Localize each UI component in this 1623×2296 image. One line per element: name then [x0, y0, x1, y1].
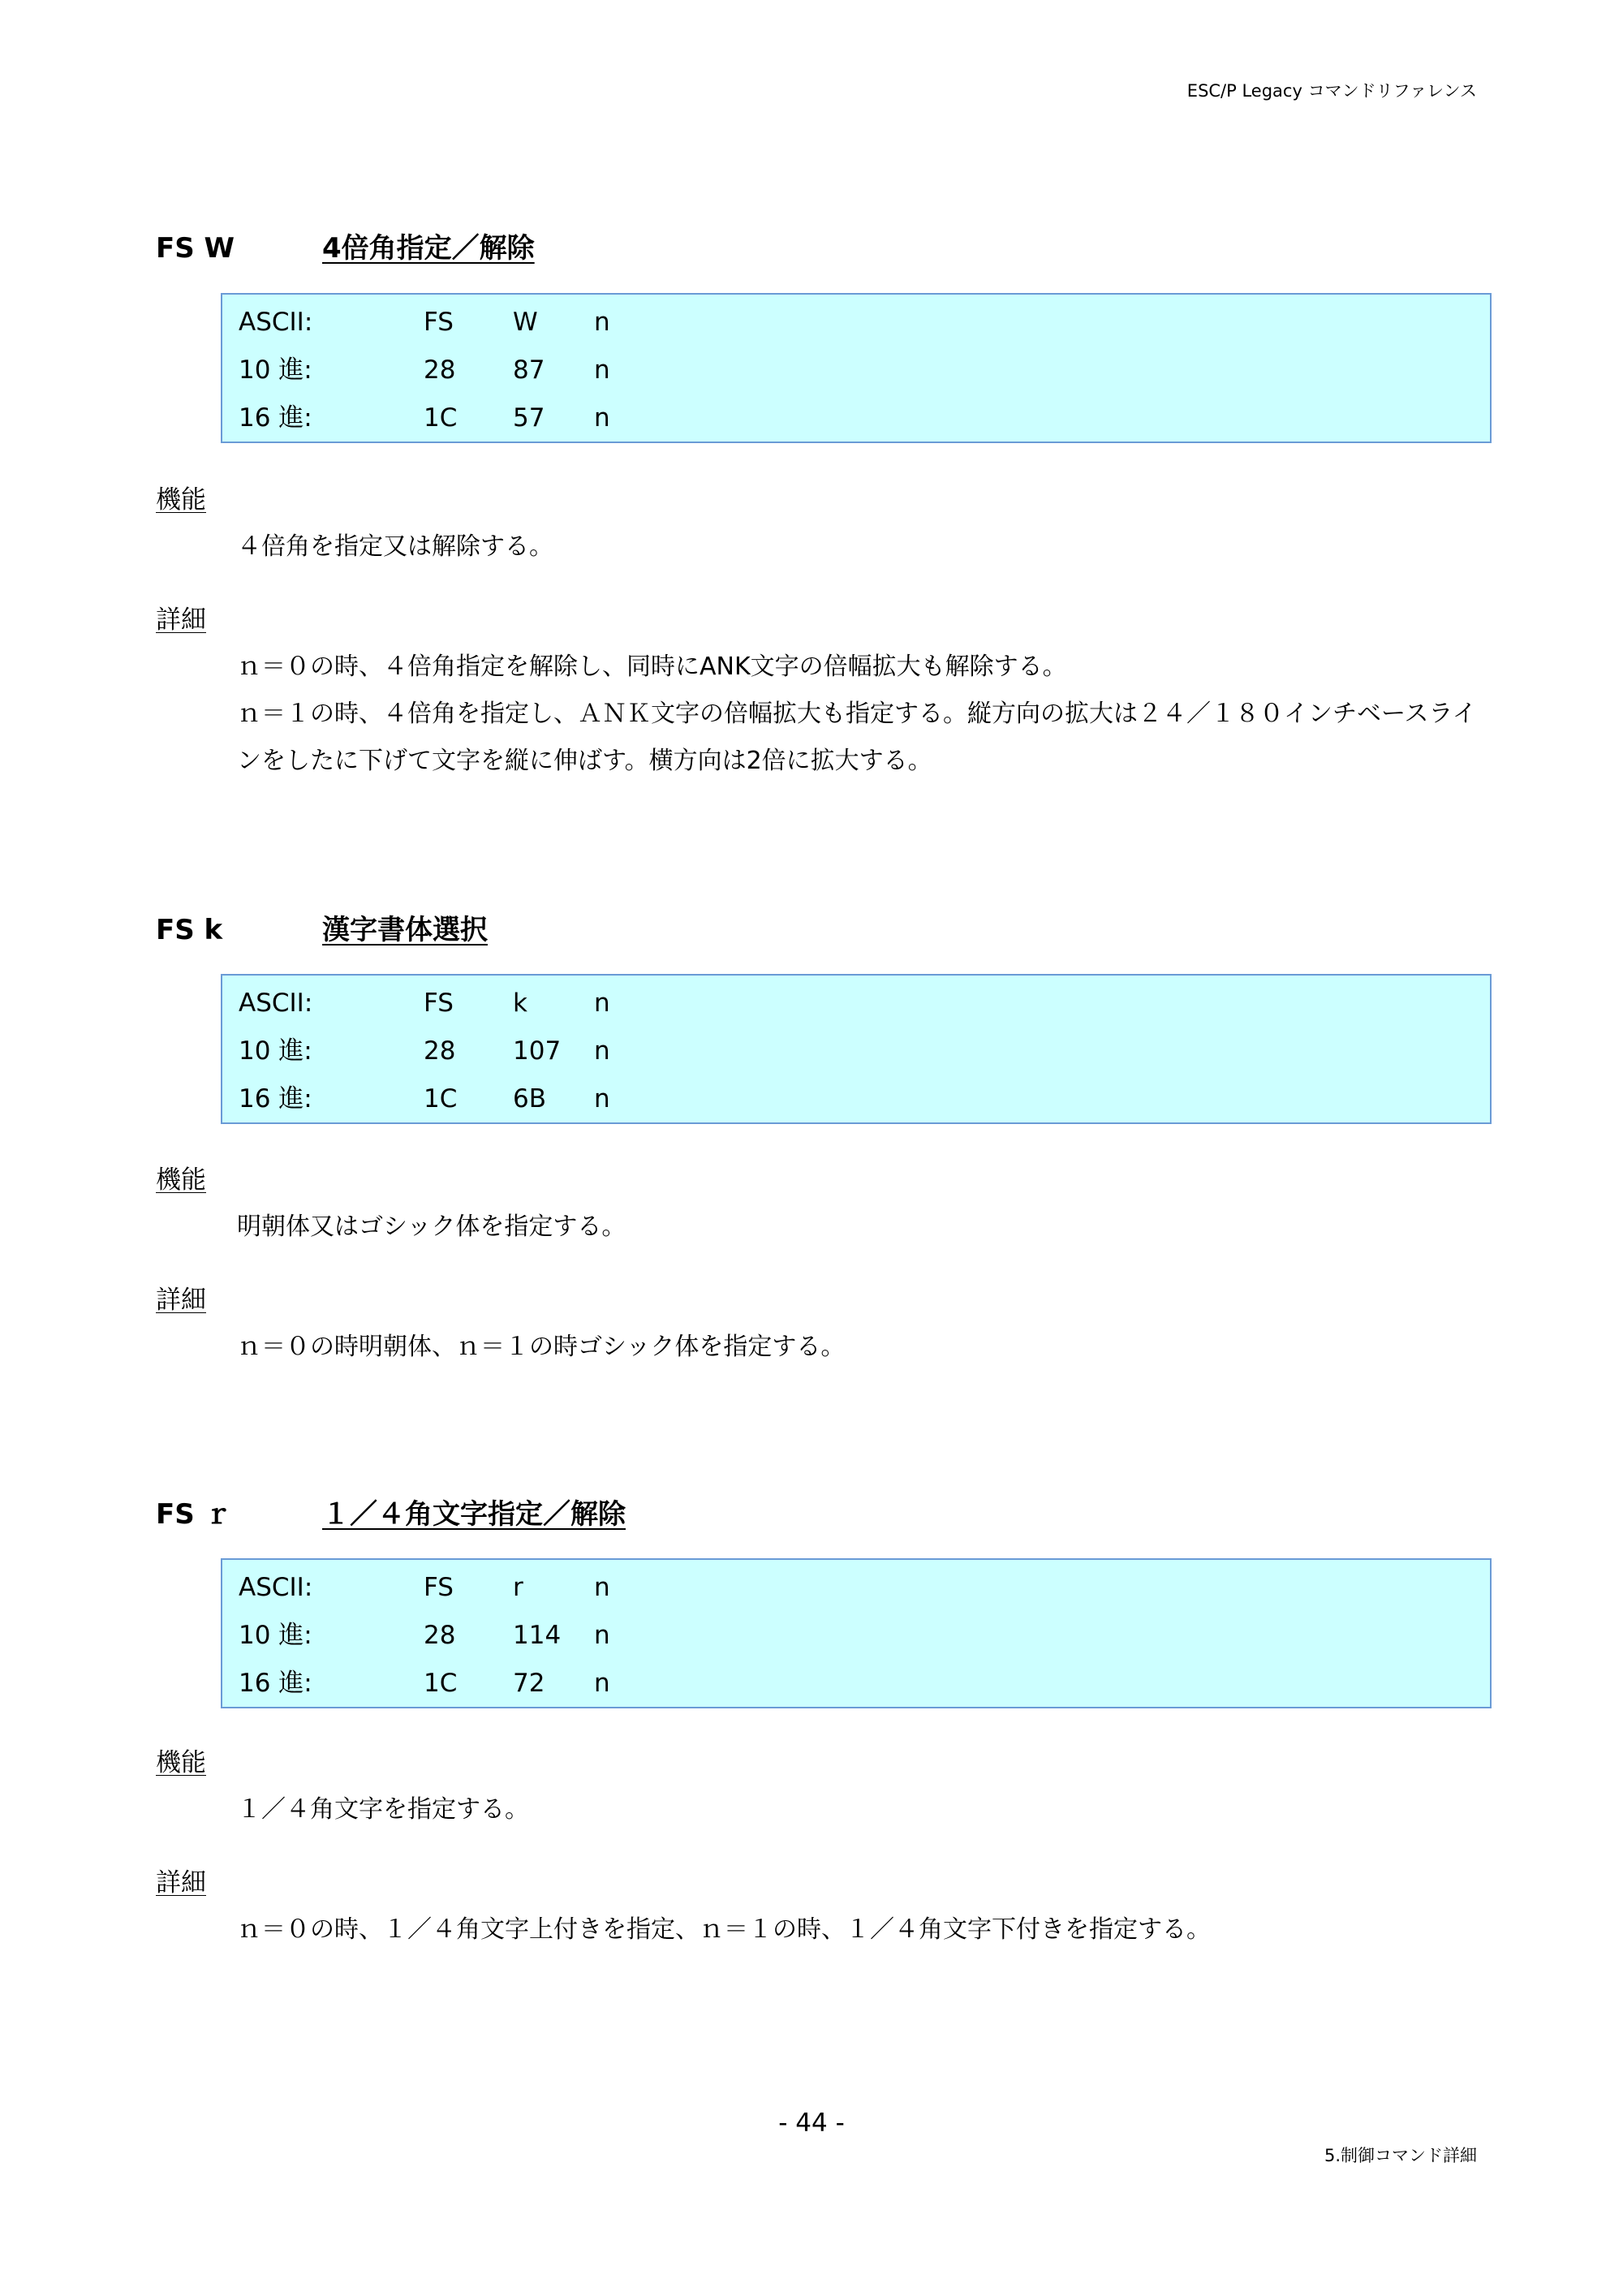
- detail-label: 詳細: [156, 1286, 206, 1315]
- code-cell: FS: [424, 989, 454, 1018]
- command-heading-fs-r: [156, 1492, 626, 1531]
- code-cell: 107: [513, 1036, 562, 1066]
- detail-line: ｎ＝１の時、４倍角を指定し、ＡＮＫ文字の倍幅拡大も指定する。縦方向の拡大は２４／１８０インチベースライ: [237, 700, 1477, 728]
- code-cell: ASCII:: [239, 308, 313, 337]
- function-label: 機能: [156, 1165, 206, 1195]
- detail-line: ンをしたに下げて文字を縦に伸ばす。横方向は2倍に拡大する。: [237, 747, 932, 775]
- running-footer: 5.制御コマンド詳細: [1324, 2146, 1477, 2165]
- code-table-fs-r: [221, 1558, 1492, 1708]
- code-cell: k: [513, 989, 527, 1018]
- function-label: 機能: [156, 485, 206, 515]
- code-cell: 10 進:: [239, 1621, 312, 1650]
- command-code: FS W: [156, 232, 235, 265]
- function-text: 明朝体又はゴシック体を指定する。: [237, 1213, 626, 1241]
- code-table-fs-k: [221, 974, 1492, 1124]
- code-cell: n: [594, 1036, 610, 1066]
- code-cell: 16 進:: [239, 1084, 312, 1114]
- code-cell: 57: [513, 403, 545, 433]
- code-cell: 10 進:: [239, 1036, 312, 1066]
- code-cell: 114: [513, 1621, 562, 1650]
- code-cell: n: [594, 308, 610, 337]
- code-cell: 16 進:: [239, 1669, 312, 1698]
- code-cell: 10 進:: [239, 355, 312, 385]
- command-name: 漢字書体選択: [322, 914, 488, 946]
- code-cell: n: [594, 403, 610, 433]
- code-cell: 6B: [513, 1084, 546, 1114]
- command-name: 4倍角指定／解除: [322, 232, 535, 265]
- code-cell: 1C: [424, 1669, 458, 1698]
- command-code: FS k: [156, 914, 223, 946]
- code-cell: 1C: [424, 1084, 458, 1114]
- code-cell: 16 進:: [239, 403, 312, 433]
- code-cell: n: [594, 355, 610, 385]
- code-cell: W: [513, 308, 538, 337]
- command-heading-fs-k: [156, 907, 488, 947]
- code-cell: FS: [424, 1573, 454, 1602]
- code-cell: ASCII:: [239, 1573, 313, 1602]
- detail-line: ｎ＝０の時明朝体、ｎ＝１の時ゴシック体を指定する。: [237, 1333, 846, 1361]
- code-cell: n: [594, 1573, 610, 1602]
- detail-line: ｎ＝０の時、４倍角指定を解除し、同時にANK文字の倍幅拡大も解除する。: [237, 653, 1067, 681]
- code-cell: 28: [424, 355, 456, 385]
- code-cell: 87: [513, 355, 545, 385]
- code-cell: FS: [424, 308, 454, 337]
- code-cell: 1C: [424, 403, 458, 433]
- page-number: - 44 -: [778, 2109, 845, 2138]
- code-cell: n: [594, 1669, 610, 1698]
- code-cell: 28: [424, 1621, 456, 1650]
- command-name: １／４角文字指定／解除: [322, 1498, 626, 1531]
- code-cell: r: [513, 1573, 523, 1602]
- command-heading-fs-w: [156, 226, 535, 265]
- code-cell: n: [594, 989, 610, 1018]
- command-code: FS ｒ: [156, 1498, 232, 1531]
- function-text: １／４角文字を指定する。: [237, 1795, 529, 1824]
- detail-label: 詳細: [156, 605, 206, 635]
- detail-line: ｎ＝０の時、１／４角文字上付きを指定、ｎ＝１の時、１／４角文字下付きを指定する。: [237, 1915, 1211, 1944]
- code-cell: ASCII:: [239, 989, 313, 1018]
- code-cell: n: [594, 1621, 610, 1650]
- code-cell: 72: [513, 1669, 545, 1698]
- function-label: 機能: [156, 1748, 206, 1777]
- code-cell: n: [594, 1084, 610, 1114]
- detail-label: 詳細: [156, 1868, 206, 1898]
- function-text: ４倍角を指定又は解除する。: [237, 532, 553, 561]
- code-table-fs-w: [221, 293, 1492, 443]
- code-cell: 28: [424, 1036, 456, 1066]
- running-header: ESC/P Legacy コマンドリファレンス: [1186, 81, 1477, 101]
